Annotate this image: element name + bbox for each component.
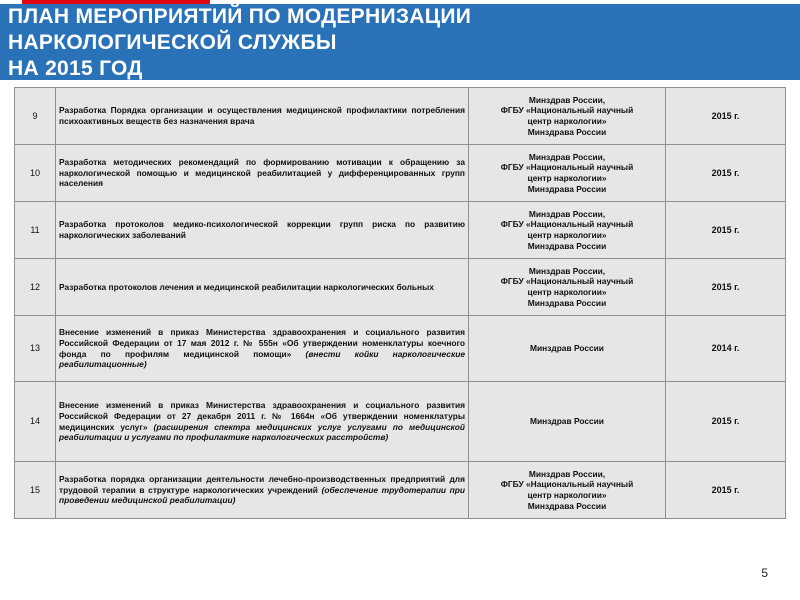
page-number: 5 [761, 566, 768, 580]
responsible-party [469, 88, 666, 145]
row-number: 9 [15, 88, 56, 145]
responsible-line: ФГБУ «Национальный научный [500, 105, 634, 116]
table-row [15, 382, 786, 462]
task-text: Разработка протоколов лечения и медицинской реабилитации наркологических больных [59, 281, 434, 292]
task-description [56, 382, 469, 462]
title-line: НАРКОЛОГИЧЕСКОЙ СЛУЖБЫ [8, 31, 337, 54]
task-text: Разработка порядка организации деятельности лечебно-производственных предприятий для трудовой терапии в структуре наркологических учреждений [59, 474, 465, 495]
table-row [15, 202, 786, 259]
responsible-line: ФГБУ «Национальный научный [500, 276, 634, 287]
row-number: 15 [15, 462, 56, 519]
responsible-line: центр наркологии» [527, 490, 607, 500]
responsible-line: ФГБУ «Национальный научный [500, 479, 634, 490]
title-line: ПЛАН МЕРОПРИЯТИЙ ПО МОДЕРНИЗАЦИИ [8, 5, 472, 28]
responsible-party [469, 202, 666, 259]
responsible-party [469, 145, 666, 202]
responsible-line: центр наркологии» [527, 173, 607, 183]
row-number: 12 [15, 259, 56, 316]
deadline-year: 2015 г. [666, 145, 786, 202]
responsible-line: Минздрав России, [528, 468, 606, 479]
responsible-line: Минздрав России [530, 343, 604, 354]
task-description [56, 316, 469, 382]
task-note: (расширения спектра медицинских услуг услугами по медицинской реабилитации и услугами по профилактике наркологических расстройств) [59, 421, 466, 443]
deadline-year: 2015 г. [666, 382, 786, 462]
table-row [15, 145, 786, 202]
deadline-year: 2015 г. [666, 462, 786, 519]
responsible-line: Минздрава России [527, 500, 607, 511]
slide-header [0, 4, 800, 80]
deadline-year: 2015 г. [666, 259, 786, 316]
task-text: Разработка протоколов медико-психологической коррекции групп риска по развитию наркологических заболеваний [59, 219, 465, 240]
responsible-line: Минздрав России, [528, 265, 606, 276]
table-row [15, 88, 786, 145]
table-row [15, 462, 786, 519]
responsible-line: Минздрав России [530, 416, 604, 427]
responsible-party [469, 462, 666, 519]
table-row [15, 259, 786, 316]
task-note: (внести койки наркологические реабилитационные) [59, 348, 465, 370]
task-description [56, 259, 469, 316]
responsible-line: Минздрав России, [528, 208, 606, 219]
responsible-party [469, 382, 666, 462]
responsible-line: ФГБУ «Национальный научный [500, 162, 634, 173]
task-note: (обеспечение трудотерапии при проведении медицинской реабилитации) [59, 484, 466, 506]
plan-table-container [14, 87, 786, 519]
responsible-line: Минздрава России [527, 240, 607, 251]
task-description [56, 88, 469, 145]
task-text: Разработка Порядка организации и осуществления медицинской профилактики потребления психоактивных веществ без назначения врача [59, 105, 465, 126]
title-line: НА 2015 ГОД [8, 57, 143, 80]
responsible-party [469, 316, 666, 382]
deadline-year: 2015 г. [666, 88, 786, 145]
table-row [15, 316, 786, 382]
row-number: 13 [15, 316, 56, 382]
responsible-line: центр наркологии» [527, 230, 607, 240]
responsible-line: Минздрав России, [528, 151, 606, 162]
responsible-party [469, 259, 666, 316]
slide-title [8, 4, 620, 80]
responsible-line: Минздрав России, [528, 94, 606, 105]
plan-table [14, 87, 786, 519]
task-description [56, 462, 469, 519]
responsible-line: Минздрава России [527, 183, 607, 194]
task-description [56, 202, 469, 259]
task-description [56, 145, 469, 202]
responsible-line: ФГБУ «Национальный научный [500, 219, 634, 230]
deadline-year: 2014 г. [666, 316, 786, 382]
responsible-line: Минздрава России [527, 126, 607, 137]
task-text: Внесение изменений в приказ Министерства здравоохранения и социального развития Российской Федерации от 17 мая 2012 г. № 555н «Об утверждении номенклатуры коечного фонда по профилям медицинской помощи» [59, 327, 465, 359]
row-number: 14 [15, 382, 56, 462]
task-text: Внесение изменений в приказ Министерства здравоохранения и социального развития Российской Федерации от 27 декабря 2011 г. № 1664н «Об утверждении номенклатуры медицинских услуг» [59, 400, 465, 432]
responsible-line: центр наркологии» [527, 287, 607, 297]
responsible-line: Минздрава России [527, 297, 607, 308]
row-number: 10 [15, 145, 56, 202]
row-number: 11 [15, 202, 56, 259]
deadline-year: 2015 г. [666, 202, 786, 259]
task-text: Разработка методических рекомендаций по формированию мотивации к обращению за наркологической помощью и медицинской реабилитацией у дифференцированных групп населения [59, 157, 465, 189]
responsible-line: центр наркологии» [527, 116, 607, 126]
